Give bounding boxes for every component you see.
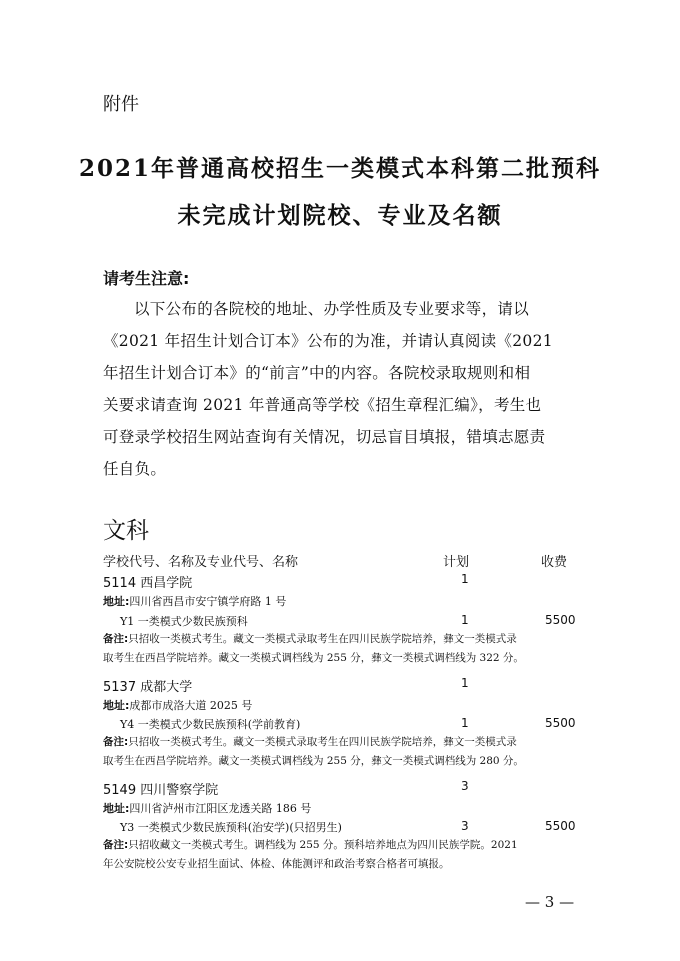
header-fee-col: 收费 [541, 555, 568, 570]
school-address [103, 800, 311, 816]
major-plan: 1 [461, 716, 469, 730]
note-line: 只招收藏文一类模式考生。调档线为 255 分。预科培养地点为四川民族学院。2021 [128, 839, 518, 851]
note-line: 只招收一类模式考生。藏文一类模式录取考生在四川民族学院培养，彝文一类模式录 [128, 736, 517, 748]
notice-heading: 请考生注意: [103, 269, 190, 288]
notice-paragraph [103, 293, 580, 485]
notice-line: 关要求请查询 2021 年普通高等学校《招生章程汇编》，考生也 [103, 396, 542, 414]
page-number: — 3 — [525, 893, 575, 911]
major-name: Y4 一类模式少数民族预科(学前教育) [120, 718, 301, 731]
major-plan: 1 [461, 613, 469, 627]
school-plan: 1 [461, 676, 469, 690]
note-line: 取考生在西昌学院培养。藏文一类模式调档线为 255 分，彝文一类模式调档线为 322 分。 [103, 652, 524, 664]
address-text: 四川省泸州市江阳区龙透关路 186 号 [129, 802, 312, 815]
major-fee: 5500 [545, 613, 576, 627]
major-name: Y3 一类模式少数民族预科(治安学)(只招男生) [120, 821, 342, 834]
major-name: Y1 一类模式少数民族预科 [120, 615, 248, 628]
school-note [103, 630, 524, 668]
school-address [103, 697, 252, 713]
address-text: 四川省西昌市安宁镇学府路 1 号 [129, 595, 287, 608]
major-fee: 5500 [545, 819, 576, 833]
address-text: 成都市成洛大道 2025 号 [129, 699, 253, 712]
school-plan: 3 [461, 779, 469, 793]
notice-line: 任自负。 [103, 460, 167, 478]
header-school-col: 学校代号、名称及专业代号、名称 [103, 555, 299, 570]
school-plan: 1 [461, 572, 469, 586]
school-address [103, 593, 286, 609]
section-title: 文科 [103, 518, 149, 544]
school-note [103, 733, 524, 771]
attachment-label: 附件 [103, 94, 139, 115]
note-label: 备注: [103, 839, 129, 851]
school-code-name: 5149 四川警察学院 [103, 783, 219, 798]
school-code-name: 5114 西昌学院 [103, 576, 193, 591]
notice-line: 可登录学校招生网站查询有关情况，切忌盲目填报，错填志愿责 [103, 428, 546, 446]
address-label: 地址: [103, 802, 130, 815]
note-line: 取考生在西昌学院培养。藏文一类模式调档线为 255 分，彝文一类模式调档线为 280 分。 [103, 755, 524, 767]
note-label: 备注: [103, 736, 129, 748]
note-line: 年公安院校公安专业招生面试、体检、体能测评和政治考察合格者可填报。 [103, 858, 450, 870]
header-plan-col: 计划 [443, 555, 470, 570]
school-code-name: 5137 成都大学 [103, 680, 193, 695]
note-label: 备注: [103, 633, 129, 645]
address-label: 地址: [103, 699, 130, 712]
major-plan: 3 [461, 819, 469, 833]
document-title-line-2: 未完成计划院校、专业及名额 [177, 202, 503, 229]
major-fee: 5500 [545, 716, 576, 730]
school-note [103, 836, 518, 874]
address-label: 地址: [103, 595, 130, 608]
document-title-line-1: 2021年普通高校招生一类模式本科第二批预科 [78, 155, 601, 182]
notice-line: 以下公布的各院校的地址、办学性质及专业要求等，请以 [134, 300, 530, 318]
note-line: 只招收一类模式考生。藏文一类模式录取考生在四川民族学院培养，彝文一类模式录 [128, 633, 517, 645]
notice-line: 年招生计划合订本》的“前言”中的内容。各院校录取规则和相 [103, 364, 531, 382]
notice-line: 《2021 年招生计划合订本》公布的为准，并请认真阅读《2021 [103, 332, 553, 350]
